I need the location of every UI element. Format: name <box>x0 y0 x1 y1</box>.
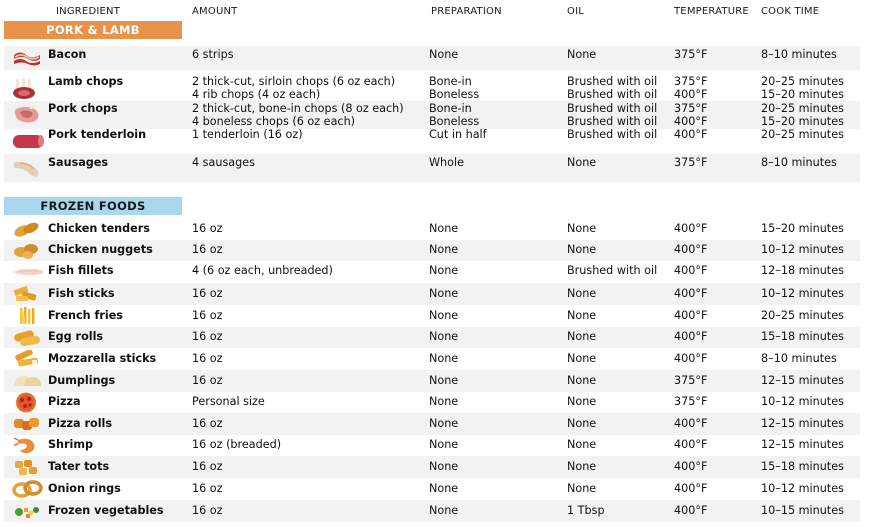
header-temperature: TEMPERATURE <box>674 6 749 17</box>
chicken-tenders-icon <box>12 220 42 239</box>
row-preparation-alt: Boneless <box>429 115 480 128</box>
row-name: Onion rings <box>48 482 121 495</box>
row-amount: 16 oz <box>192 417 223 430</box>
row-cook-time: 12–15 minutes <box>761 374 844 387</box>
table-row <box>4 283 860 305</box>
row-name: Pork chops <box>48 102 118 115</box>
row-temperature: 400°F <box>674 264 708 277</box>
table-row <box>4 327 860 348</box>
sausage-icon <box>12 157 44 179</box>
table-row <box>4 370 860 392</box>
row-cook-time: 15–20 minutes <box>761 222 844 235</box>
row-cook-time: 10–15 minutes <box>761 504 844 517</box>
row-amount: 16 oz <box>192 482 223 495</box>
row-amount: 16 oz <box>192 330 223 343</box>
row-preparation: None <box>429 287 459 300</box>
row-temperature: 375°F <box>674 48 708 61</box>
row-temperature: 400°F <box>674 287 708 300</box>
row-amount: 16 oz <box>192 352 223 365</box>
row-amount: 16 oz <box>192 374 223 387</box>
row-cook-time-alt: 15–20 minutes <box>761 115 844 128</box>
row-temperature: 375°F <box>674 374 708 387</box>
fish-sticks-icon <box>12 285 42 303</box>
row-temperature: 375°F <box>674 156 708 169</box>
row-oil: None <box>567 374 597 387</box>
row-amount: 16 oz <box>192 287 223 300</box>
header-preparation: PREPARATION <box>431 6 502 17</box>
row-cook-time: 10–12 minutes <box>761 395 844 408</box>
row-cook-time: 20–25 minutes <box>761 75 844 88</box>
row-amount: 2 thick-cut, sirloin chops (6 oz each) <box>192 75 396 88</box>
row-amount: 16 oz <box>192 309 223 322</box>
row-oil: None <box>567 287 597 300</box>
table-row <box>4 456 860 478</box>
row-name: Tater tots <box>48 460 110 473</box>
row-preparation: None <box>429 395 459 408</box>
row-amount: 6 strips <box>192 48 234 61</box>
row-temperature: 400°F <box>674 222 708 235</box>
row-preparation: None <box>429 264 459 277</box>
row-name: Frozen vegetables <box>48 504 164 517</box>
row-name: Fish fillets <box>48 264 114 277</box>
row-oil: None <box>567 438 597 451</box>
pork-chop-icon <box>12 104 42 126</box>
row-temperature: 400°F <box>674 309 708 322</box>
row-name: Shrimp <box>48 438 94 451</box>
row-name: Lamb chops <box>48 75 124 88</box>
row-amount-alt: 4 boneless chops (6 oz each) <box>192 115 356 128</box>
row-preparation: Bone-in <box>429 75 472 88</box>
header-ingredient: INGREDIENT <box>56 6 121 17</box>
row-cook-time: 8–10 minutes <box>761 48 837 61</box>
table-row <box>4 500 860 522</box>
row-name: Mozzarella sticks <box>48 352 157 365</box>
row-cook-time: 15–18 minutes <box>761 330 844 343</box>
table-row <box>4 305 860 327</box>
table-row <box>4 74 860 102</box>
row-temperature: 400°F <box>674 482 708 495</box>
french-fries-icon <box>12 306 42 326</box>
row-cook-time: 10–12 minutes <box>761 243 844 256</box>
row-temperature-alt: 400°F <box>674 115 708 128</box>
table-row <box>4 348 860 370</box>
row-name: Chicken nuggets <box>48 243 153 256</box>
table-row <box>4 392 860 413</box>
row-temperature-alt: 400°F <box>674 88 708 101</box>
section-frozen-foods: FROZEN FOODS <box>4 197 182 215</box>
table-row <box>4 413 860 435</box>
header-amount: AMOUNT <box>192 6 238 17</box>
row-name: Sausages <box>48 156 109 169</box>
row-preparation: Cut in half <box>429 128 487 141</box>
row-preparation: Bone-in <box>429 102 472 115</box>
table-row <box>4 261 860 283</box>
row-temperature: 400°F <box>674 352 708 365</box>
row-preparation: None <box>429 504 459 517</box>
row-oil: None <box>567 417 597 430</box>
row-oil: None <box>567 482 597 495</box>
row-preparation-alt: Boneless <box>429 88 480 101</box>
row-cook-time: 12–15 minutes <box>761 438 844 451</box>
row-amount: 4 sausages <box>192 156 255 169</box>
row-oil: None <box>567 352 597 365</box>
egg-roll-icon <box>12 329 42 347</box>
row-amount: 2 thick-cut, bone-in chops (8 oz each) <box>192 102 404 115</box>
row-preparation: None <box>429 309 459 322</box>
row-preparation: None <box>429 48 459 61</box>
table-row <box>4 435 860 456</box>
row-amount: 1 tenderloin (16 oz) <box>192 128 303 141</box>
table-row <box>4 154 860 182</box>
row-amount: 16 oz <box>192 222 223 235</box>
row-oil: None <box>567 460 597 473</box>
table-row <box>4 240 860 261</box>
row-temperature: 400°F <box>674 417 708 430</box>
row-temperature: 375°F <box>674 75 708 88</box>
onion-rings-icon <box>12 479 44 499</box>
row-preparation: None <box>429 352 459 365</box>
row-temperature: 400°F <box>674 330 708 343</box>
row-oil: None <box>567 48 597 61</box>
row-amount: 4 (6 oz each, unbreaded) <box>192 264 333 277</box>
row-preparation: None <box>429 460 459 473</box>
row-preparation: Whole <box>429 156 464 169</box>
row-preparation: None <box>429 482 459 495</box>
row-oil: Brushed with oil <box>567 75 658 88</box>
table-row <box>4 219 860 240</box>
table-row <box>4 128 860 152</box>
row-oil: None <box>567 395 597 408</box>
row-temperature: 400°F <box>674 128 708 141</box>
fish-fillet-icon <box>12 263 46 281</box>
table-row <box>4 478 860 500</box>
row-name: Dumplings <box>48 374 116 387</box>
pizza-rolls-icon <box>12 415 42 433</box>
row-temperature: 400°F <box>674 438 708 451</box>
row-cook-time: 20–25 minutes <box>761 128 844 141</box>
row-cook-time: 20–25 minutes <box>761 309 844 322</box>
row-cook-time: 12–15 minutes <box>761 417 844 430</box>
row-amount: 16 oz <box>192 460 223 473</box>
bacon-icon <box>12 49 42 67</box>
row-oil: None <box>567 330 597 343</box>
row-preparation: None <box>429 417 459 430</box>
row-name: Egg rolls <box>48 330 104 343</box>
row-amount: Personal size <box>192 395 265 408</box>
row-cook-time: 10–12 minutes <box>761 287 844 300</box>
row-name: Pizza <box>48 395 81 408</box>
row-name: Fish sticks <box>48 287 115 300</box>
pizza-icon <box>12 392 42 413</box>
row-cook-time: 8–10 minutes <box>761 352 837 365</box>
row-preparation: None <box>429 222 459 235</box>
row-name: Pork tenderloin <box>48 128 147 141</box>
row-amount: 16 oz (breaded) <box>192 438 282 451</box>
row-amount: 16 oz <box>192 243 223 256</box>
row-oil: 1 Tbsp <box>567 504 605 517</box>
row-name: Bacon <box>48 48 87 61</box>
shrimp-icon <box>12 436 42 455</box>
row-cook-time: 15–18 minutes <box>761 460 844 473</box>
row-oil: Brushed with oil <box>567 102 658 115</box>
row-name: Chicken tenders <box>48 222 150 235</box>
row-preparation: None <box>429 374 459 387</box>
table-row <box>4 46 860 70</box>
header-cook-time: COOK TIME <box>761 6 820 17</box>
row-oil: None <box>567 222 597 235</box>
pork-tenderloin-icon <box>12 131 44 151</box>
row-oil: None <box>567 243 597 256</box>
row-temperature: 400°F <box>674 243 708 256</box>
row-temperature: 400°F <box>674 504 708 517</box>
section-pork-lamb: PORK & LAMB <box>4 21 182 39</box>
row-oil: Brushed with oil <box>567 264 658 277</box>
row-temperature: 375°F <box>674 102 708 115</box>
row-temperature: 375°F <box>674 395 708 408</box>
table-row <box>4 101 860 129</box>
row-oil: Brushed with oil <box>567 128 658 141</box>
row-preparation: None <box>429 243 459 256</box>
row-cook-time: 8–10 minutes <box>761 156 837 169</box>
row-preparation: None <box>429 330 459 343</box>
mozzarella-sticks-icon <box>12 350 42 368</box>
row-cook-time-alt: 15–20 minutes <box>761 88 844 101</box>
row-name: French fries <box>48 309 123 322</box>
row-oil: None <box>567 156 597 169</box>
row-name: Pizza rolls <box>48 417 113 430</box>
row-amount-alt: 4 rib chops (4 oz each) <box>192 88 321 101</box>
row-oil-alt: Brushed with oil <box>567 115 658 128</box>
row-oil-alt: Brushed with oil <box>567 88 658 101</box>
row-cook-time: 12–18 minutes <box>761 264 844 277</box>
row-temperature: 400°F <box>674 460 708 473</box>
row-cook-time: 20–25 minutes <box>761 102 844 115</box>
header-oil: OIL <box>567 6 584 17</box>
row-oil: None <box>567 309 597 322</box>
row-cook-time: 10–12 minutes <box>761 482 844 495</box>
tater-tots-icon <box>12 458 42 476</box>
frozen-vegetables-icon <box>12 502 42 520</box>
dumpling-icon <box>12 372 44 390</box>
row-preparation: None <box>429 438 459 451</box>
row-amount: 16 oz <box>192 504 223 517</box>
chicken-nuggets-icon <box>12 241 42 260</box>
lamb-chop-icon <box>12 76 42 100</box>
